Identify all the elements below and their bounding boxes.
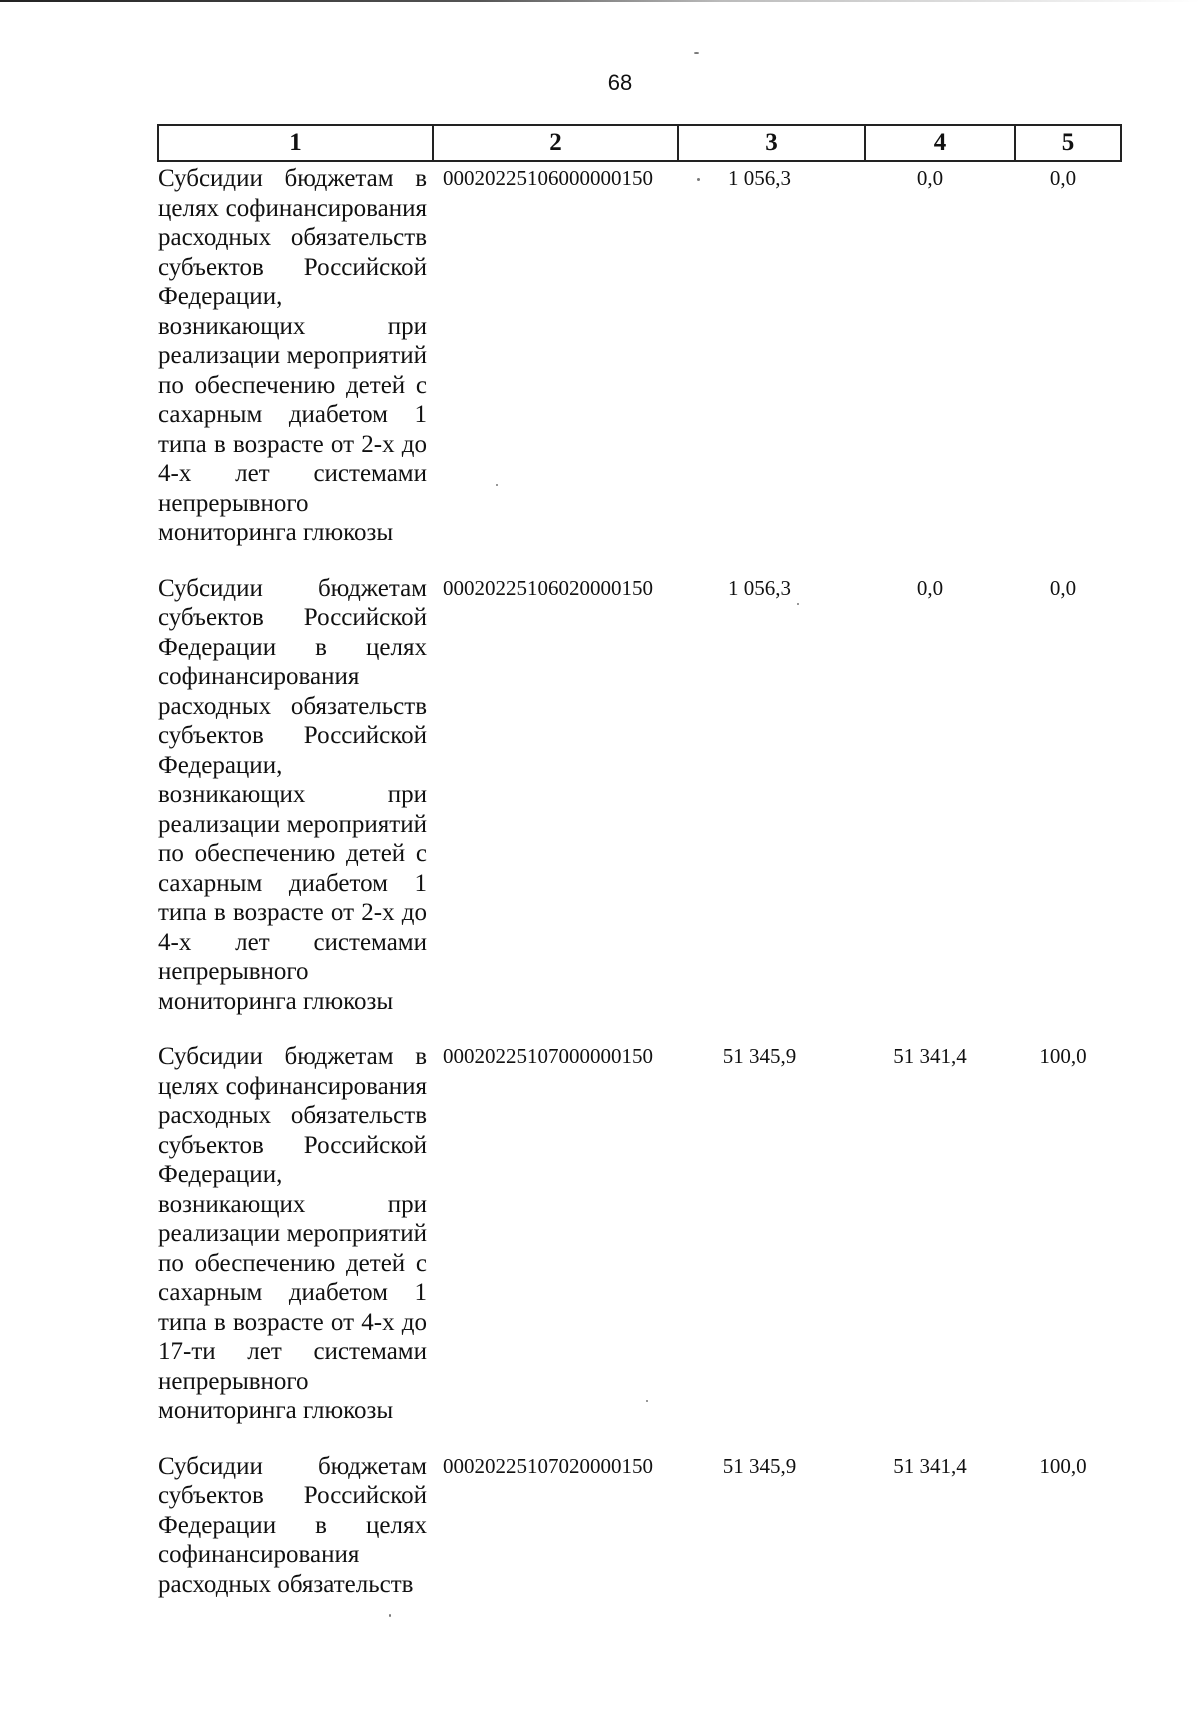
header-col-2: 2 (433, 125, 678, 161)
header-col-3: 3 (678, 125, 865, 161)
header-col-1: 1 (158, 125, 433, 161)
row-col3-value: 51 345,9 (722, 1044, 797, 1068)
row-code: 00020225107000000150 (443, 1044, 653, 1068)
table-row (158, 1450, 1121, 1624)
table-row (158, 1040, 1121, 1450)
row-col4-value: 51 341,4 (893, 1453, 967, 1478)
budget-table-container (157, 124, 1120, 1623)
scan-speck (496, 484, 498, 486)
scan-speck (697, 178, 700, 181)
row-description: Субсидии бюджетам субъектов Российской Федерации в целях софинансирования расходных обязательств субъектов Российской Федерации, возникающих при реализации мероприятий по обеспечению детей с сахарным диабетом 1 типа в возрасте от 2-х до 4-х лет системами непрерывного мониторинга глюкозы (158, 574, 427, 1015)
row-col4-value: 51 341,4 (893, 1044, 967, 1068)
table-header (158, 125, 1121, 161)
table-row (158, 572, 1121, 1041)
row-col5-value: 100,0 (1039, 1044, 1087, 1068)
row-col5-value: 0,0 (1049, 166, 1077, 190)
table-row (158, 161, 1121, 572)
row-code: 00020225106000000150 (443, 166, 653, 190)
row-col3-value: 1 056,3 (728, 166, 791, 190)
row-description: Субсидии бюджетам субъектов Российской Федерации в целях софинансирования расходных обязательств (158, 1452, 427, 1598)
row-col4-value: 0,0 (916, 575, 944, 600)
scan-speck (797, 603, 799, 605)
header-col-5: 5 (1015, 125, 1121, 161)
row-description: Субсидии бюджетам в целях софинансирования расходных обязательств субъектов Российской Федерации, возникающих при реализации мероприятий по обеспечению детей с сахарным диабетом 1 типа в возрасте от 4-х до 17-ти лет системами непрерывного мониторинга глюкозы (158, 1043, 427, 1424)
row-description: Субсидии бюджетам в целях софинансирования расходных обязательств субъектов Российской Федерации, возникающих при реализации мероприятий по обеспечению детей с сахарным диабетом 1 типа в возрасте от 2-х до 4-х лет системами непрерывного мониторинга глюкозы (158, 165, 427, 546)
scan-edge-line (0, 0, 1200, 2)
scan-speck (646, 1400, 648, 1402)
row-code: 00020225106020000150 (443, 575, 653, 600)
page-number: 68 (607, 70, 633, 95)
row-col4-value: 0,0 (916, 166, 944, 190)
row-code: 00020225107020000150 (443, 1453, 653, 1478)
header-col-4: 4 (865, 125, 1015, 161)
row-col5-value: 100,0 (1039, 1453, 1087, 1478)
row-col3-value: 51 345,9 (722, 1453, 797, 1478)
row-col3-value: 1 056,3 (728, 575, 791, 600)
table-body (158, 161, 1121, 1623)
header-row (158, 125, 1121, 161)
scan-speck (389, 1614, 391, 1617)
row-col5-value: 0,0 (1049, 575, 1077, 600)
budget-table (157, 124, 1122, 1623)
scan-speck (694, 52, 699, 54)
